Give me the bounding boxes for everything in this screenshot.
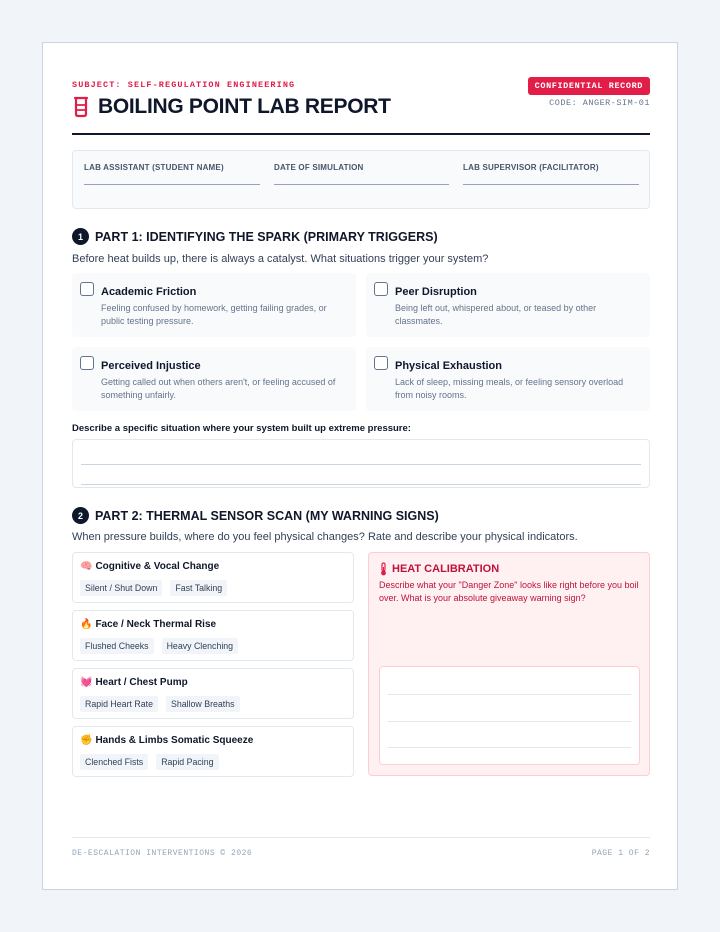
date-line[interactable] (274, 184, 449, 185)
sensor-chips (80, 580, 227, 596)
student-name-line[interactable] (84, 184, 260, 185)
sensor-title (80, 677, 188, 688)
title-row (72, 95, 391, 119)
situation-response-box[interactable] (72, 439, 650, 488)
situation-prompt: Describe a specific situation where your system built up extreme pressure: (72, 423, 411, 434)
indicator-chip[interactable]: Rapid Pacing (156, 754, 218, 770)
trigger-perceived-injustice[interactable] (72, 347, 356, 411)
trigger-checkbox[interactable] (374, 356, 388, 370)
thermometer-icon (379, 562, 388, 576)
sensor-chips (80, 696, 240, 712)
sensor-hands-limbs (72, 726, 354, 777)
trigger-title: Physical Exhaustion (395, 360, 502, 372)
subject-label: SUBJECT: SELF-REGULATION ENGINEERING (72, 80, 296, 90)
beaker-icon (72, 96, 90, 118)
page-number: PAGE 1 OF 2 (591, 849, 650, 858)
indicator-chip[interactable]: Silent / Shut Down (80, 580, 162, 596)
footer-divider (72, 837, 650, 838)
fire-icon: 🔥 (80, 619, 93, 630)
indicator-chip[interactable]: Rapid Heart Rate (80, 696, 158, 712)
confidential-badge: CONFIDENTIAL RECORD (528, 77, 650, 95)
response-line (81, 484, 641, 485)
page-title: BOILING POINT LAB REPORT (98, 95, 391, 118)
heat-calibration-title: HEAT CALIBRATION (392, 563, 500, 575)
student-name-field[interactable] (84, 163, 224, 172)
sensor-face-neck (72, 610, 354, 661)
trigger-peer-disruption[interactable] (366, 273, 650, 337)
trigger-description: Feeling confused by homework, getting failing grades, or public testing pressure. (101, 303, 327, 326)
sensor-label: Heart / Chest Pump (95, 677, 188, 688)
student-name-label: LAB ASSISTANT (STUDENT NAME) (84, 163, 224, 172)
indicator-chip[interactable]: Clenched Fists (80, 754, 148, 770)
trigger-checkbox[interactable] (80, 282, 94, 296)
lab-info-box (72, 150, 650, 209)
supervisor-label: LAB SUPERVISOR (FACILITATOR) (463, 163, 599, 172)
brain-icon: 🧠 (80, 561, 93, 572)
sensor-chips (80, 754, 219, 770)
heat-calibration-response-box[interactable] (379, 666, 640, 765)
date-field[interactable] (274, 163, 364, 172)
part2-description: When pressure builds, where do you feel physical changes? Rate and describe your physical indicators. (72, 531, 578, 543)
heat-calibration-panel (368, 552, 650, 776)
heat-calibration-heading (379, 562, 499, 576)
sensor-cognitive-vocal (72, 552, 354, 603)
part2-title: PART 2: THERMAL SENSOR SCAN (MY WARNING SIGNS) (95, 508, 439, 523)
response-line (81, 464, 641, 465)
indicator-chip[interactable]: Flushed Cheeks (80, 638, 154, 654)
response-line (388, 747, 631, 748)
response-line (388, 721, 631, 722)
part1-description: Before heat builds up, there is always a catalyst. What situations trigger your system? (72, 253, 489, 265)
trigger-checkbox[interactable] (80, 356, 94, 370)
indicator-chip[interactable]: Heavy Clenching (162, 638, 239, 654)
sensor-label: Face / Neck Thermal Rise (95, 619, 217, 630)
indicator-chip[interactable]: Shallow Breaths (166, 696, 240, 712)
part1-title: PART 1: IDENTIFYING THE SPARK (PRIMARY TRIGGERS) (95, 229, 438, 244)
sensor-label: Cognitive & Vocal Change (95, 561, 220, 572)
supervisor-field[interactable] (463, 163, 599, 172)
sensor-title (80, 619, 216, 630)
part1-number: 1 (72, 228, 89, 245)
trigger-description: Lack of sleep, missing meals, or feeling sensory overload from noisy rooms. (395, 377, 624, 400)
trigger-description: Being left out, whispered about, or teased by other classmates. (395, 303, 597, 326)
trigger-physical-exhaustion[interactable] (366, 347, 650, 411)
trigger-academic-friction[interactable] (72, 273, 356, 337)
sensor-title (80, 735, 253, 746)
date-label: DATE OF SIMULATION (274, 163, 364, 172)
sensor-chips (80, 638, 238, 654)
record-code: CODE: ANGER-SIM-01 (549, 98, 650, 108)
trigger-checkbox[interactable] (374, 282, 388, 296)
sensor-label: Hands & Limbs Somatic Squeeze (95, 735, 254, 746)
trigger-title: Academic Friction (101, 286, 197, 298)
part1-heading (72, 228, 438, 245)
sensor-title (80, 561, 219, 572)
trigger-description: Getting called out when others aren't, or feeling accused of something unfairly. (101, 377, 336, 400)
supervisor-line[interactable] (463, 184, 639, 185)
part2-heading (72, 507, 439, 524)
heat-calibration-description: Describe what your "Danger Zone" looks like right before you boil over. What is your absolute giveaway warning sign? (379, 580, 639, 603)
part2-number: 2 (72, 507, 89, 524)
heart-icon: 💓 (80, 677, 93, 688)
fist-icon: ✊ (80, 735, 93, 746)
sensor-heart-chest (72, 668, 354, 719)
worksheet-page (42, 42, 678, 890)
trigger-title: Peer Disruption (395, 286, 477, 298)
footer-copyright: DE-ESCALATION INTERVENTIONS © 2026 (72, 849, 253, 858)
header-divider (72, 133, 650, 135)
indicator-chip[interactable]: Fast Talking (170, 580, 227, 596)
response-line (388, 694, 631, 695)
trigger-title: Perceived Injustice (101, 360, 201, 372)
